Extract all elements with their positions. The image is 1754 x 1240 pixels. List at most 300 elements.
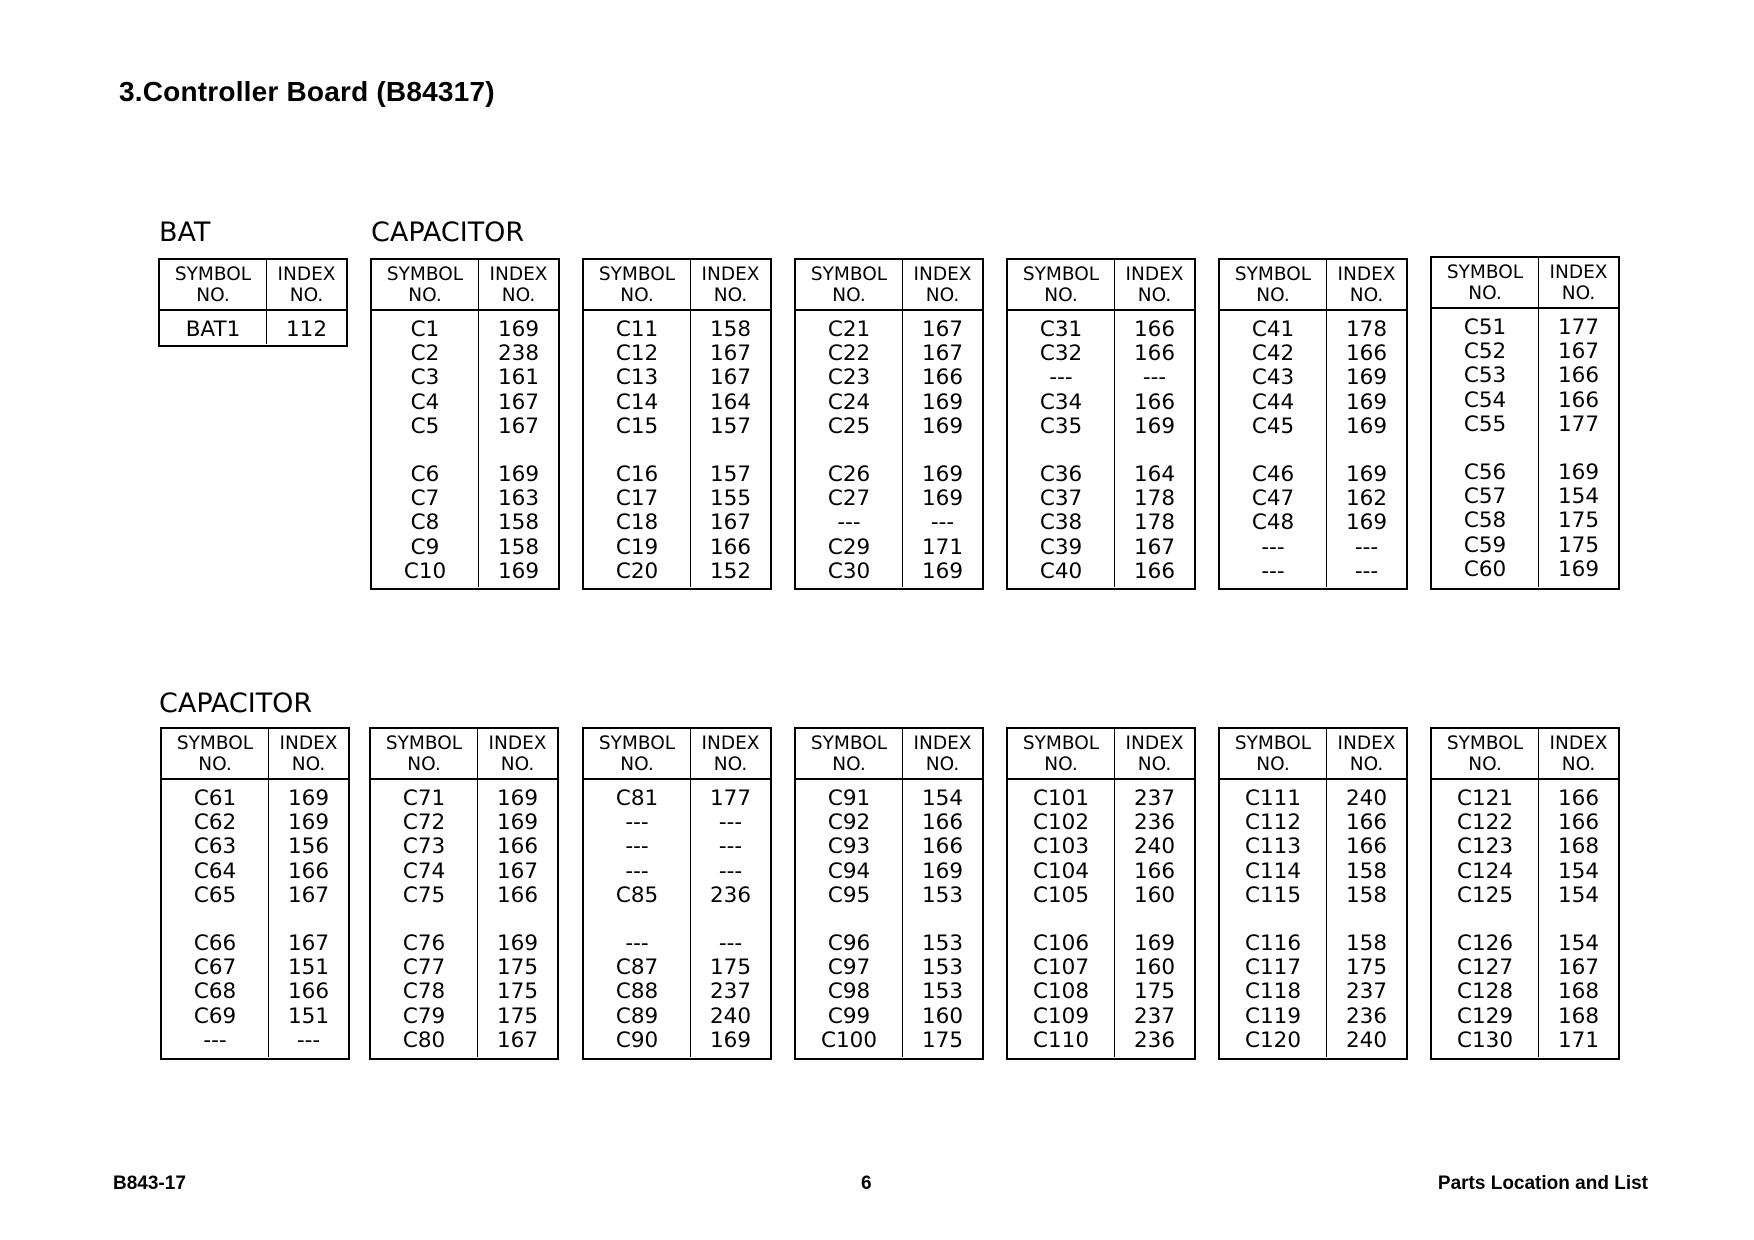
index-column: [478, 780, 557, 1057]
parts-table-capacitor: [1218, 727, 1408, 1060]
symbol-cell: C24: [827, 389, 871, 415]
symbol-cell: C76: [402, 930, 446, 956]
symbol-cell: C17: [615, 486, 659, 512]
index-cell: 238: [497, 341, 540, 367]
symbol-cell: C58: [1463, 508, 1507, 534]
index-cell: 169: [497, 317, 540, 342]
table-header: [584, 260, 770, 311]
symbol-cell: C120: [1244, 1027, 1302, 1053]
index-cell: 167: [496, 858, 539, 884]
index-column: [903, 780, 982, 1057]
index-cell: 153: [921, 979, 964, 1005]
index-cell: 157: [709, 413, 752, 439]
symbol-cell: C8: [410, 510, 440, 536]
index-cell: 167: [709, 341, 752, 367]
symbol-cell: C35: [1039, 413, 1083, 439]
index-cell: 154: [1557, 930, 1600, 956]
index-cell: 167: [287, 930, 330, 956]
symbol-cell: C10: [403, 558, 447, 584]
index-cell: 163: [497, 486, 540, 512]
symbol-cell: C111: [1244, 786, 1302, 811]
index-cell: 236: [1133, 810, 1176, 836]
index-cell: ---: [718, 834, 743, 860]
symbol-cell: C106: [1032, 930, 1090, 956]
header-index-no: INDEX NO.: [1337, 264, 1396, 306]
index-cell: 167: [921, 341, 964, 367]
index-cell: 175: [496, 955, 539, 981]
symbol-column: [372, 311, 479, 587]
symbol-cell: C116: [1244, 930, 1302, 956]
index-cell: 237: [1345, 979, 1388, 1005]
symbol-cell: C16: [615, 461, 659, 487]
symbol-cell: C30: [827, 558, 871, 584]
symbol-cell: C22: [827, 341, 871, 367]
index-cell: 169: [496, 930, 539, 956]
symbol-cell: C51: [1463, 315, 1507, 340]
table-header: [1220, 729, 1406, 780]
parts-table-capacitor: [794, 258, 984, 590]
symbol-cell: C69: [193, 1003, 237, 1029]
index-cell: 166: [1557, 810, 1600, 836]
symbol-cell: C26: [827, 461, 871, 487]
symbol-cell: ---: [203, 1027, 227, 1053]
symbol-cell: C27: [827, 486, 871, 512]
index-cell: 169: [921, 558, 964, 584]
symbol-cell: C113: [1244, 834, 1302, 860]
symbol-cell: C87: [615, 955, 659, 981]
index-cell: 167: [921, 317, 964, 342]
symbol-column: [1008, 780, 1115, 1057]
index-cell: 167: [287, 882, 330, 908]
symbol-cell: C41: [1251, 317, 1295, 342]
symbol-cell: C121: [1456, 786, 1514, 811]
header-index-no: INDEX NO.: [913, 733, 972, 775]
index-cell: 169: [921, 389, 964, 415]
index-cell: 166: [1345, 834, 1388, 860]
header-index-no: INDEX NO.: [277, 264, 336, 306]
index-cell: 175: [709, 955, 752, 981]
symbol-cell: C119: [1244, 1003, 1302, 1029]
index-cell: 158: [1345, 882, 1388, 908]
symbol-cell: C108: [1032, 979, 1090, 1005]
symbol-cell: C18: [615, 510, 659, 536]
symbol-cell: ---: [837, 510, 861, 536]
table-header: [160, 260, 346, 311]
symbol-column: [584, 780, 691, 1057]
symbol-cell: C45: [1251, 413, 1295, 439]
index-cell: ---: [718, 930, 743, 956]
header-index-no: INDEX NO.: [1125, 733, 1184, 775]
index-cell: 177: [1557, 315, 1600, 340]
index-cell: 177: [1557, 411, 1600, 437]
index-cell: 169: [1133, 413, 1176, 439]
index-cell: 169: [287, 786, 330, 811]
index-column: [479, 311, 558, 587]
parts-table-bat: [158, 258, 348, 347]
index-cell: 166: [287, 858, 330, 884]
header-symbol-no: SYMBOL NO.: [796, 729, 903, 778]
section-label-bat: BAT: [159, 217, 211, 248]
symbol-cell: C114: [1244, 858, 1302, 884]
symbol-cell: C2: [410, 341, 440, 367]
symbol-cell: C55: [1463, 411, 1507, 437]
index-cell: 153: [921, 955, 964, 981]
index-cell: 236: [1345, 1003, 1388, 1029]
parts-table-capacitor: [160, 727, 350, 1060]
symbol-cell: C117: [1244, 955, 1302, 981]
symbol-cell: C15: [615, 413, 659, 439]
parts-table-capacitor: [370, 258, 560, 590]
index-column: [1327, 311, 1406, 587]
symbol-cell: C129: [1456, 1003, 1514, 1029]
header-symbol-no: SYMBOL NO.: [1220, 729, 1327, 778]
symbol-cell: C118: [1244, 979, 1302, 1005]
index-cell: 237: [1133, 786, 1176, 811]
parts-table-capacitor: [1006, 727, 1196, 1060]
index-cell: 166: [709, 534, 752, 560]
symbol-cell: C53: [1463, 363, 1507, 389]
symbol-cell: C123: [1456, 834, 1514, 860]
header-index-no: INDEX NO.: [1125, 264, 1184, 306]
index-cell: 175: [1345, 955, 1388, 981]
symbol-cell: C23: [827, 365, 871, 391]
symbol-cell: C42: [1251, 341, 1295, 367]
symbol-cell: C125: [1456, 882, 1514, 908]
table-header: [1432, 258, 1618, 309]
index-cell: 166: [921, 365, 964, 391]
index-cell: 151: [287, 955, 330, 981]
index-cell: 166: [1345, 810, 1388, 836]
symbol-cell: C56: [1463, 459, 1507, 485]
symbol-cell: C34: [1039, 389, 1083, 415]
index-cell: 169: [287, 810, 330, 836]
table-header: [584, 729, 770, 780]
symbol-cell: C9: [410, 534, 440, 560]
index-cell: 166: [496, 882, 539, 908]
symbol-column: [796, 780, 903, 1057]
symbol-cell: C109: [1032, 1003, 1090, 1029]
index-cell: 236: [1133, 1027, 1176, 1053]
symbol-cell: C7: [410, 486, 440, 512]
index-cell: 169: [496, 810, 539, 836]
symbol-cell: C44: [1251, 389, 1295, 415]
header-symbol-no: SYMBOL NO.: [584, 729, 691, 778]
index-cell: 169: [1345, 365, 1388, 391]
index-cell: 178: [1345, 317, 1388, 342]
symbol-cell: C38: [1039, 510, 1083, 536]
index-cell: 158: [497, 510, 540, 536]
header-index-no: INDEX NO.: [1549, 733, 1608, 775]
symbol-cell: C62: [193, 810, 237, 836]
index-cell: 169: [709, 1027, 752, 1053]
symbol-cell: ---: [1049, 365, 1073, 391]
index-cell: 169: [921, 461, 964, 487]
index-cell: 112: [285, 317, 328, 342]
index-cell: 158: [709, 317, 752, 342]
symbol-cell: C72: [402, 810, 446, 836]
index-column: [1115, 311, 1194, 587]
symbol-cell: BAT1: [185, 317, 241, 342]
index-cell: 169: [1345, 510, 1388, 536]
symbol-cell: C75: [402, 882, 446, 908]
index-cell: 166: [1557, 786, 1600, 811]
header-symbol-no: SYMBOL NO.: [162, 729, 269, 778]
symbol-cell: C80: [402, 1027, 446, 1053]
index-cell: 167: [496, 1027, 539, 1053]
header-symbol-no: SYMBOL NO.: [372, 260, 479, 309]
table-header: [796, 729, 982, 780]
index-cell: 160: [921, 1003, 964, 1029]
header-symbol-no: SYMBOL NO.: [1008, 260, 1115, 309]
symbol-cell: C5: [410, 413, 440, 439]
symbol-cell: C88: [615, 979, 659, 1005]
index-cell: 167: [1557, 339, 1600, 365]
symbol-column: [160, 311, 267, 344]
symbol-column: [1220, 780, 1327, 1057]
index-cell: 177: [709, 786, 752, 811]
header-symbol-no: SYMBOL NO.: [796, 260, 903, 309]
symbol-cell: C128: [1456, 979, 1514, 1005]
symbol-cell: C57: [1463, 484, 1507, 510]
symbol-cell: C36: [1039, 461, 1083, 487]
index-cell: 175: [496, 1003, 539, 1029]
symbol-cell: C4: [410, 389, 440, 415]
index-cell: 175: [1557, 532, 1600, 558]
index-cell: 154: [1557, 484, 1600, 510]
symbol-cell: C112: [1244, 810, 1302, 836]
symbol-cell: C78: [402, 979, 446, 1005]
footer-doc-code: B843-17: [113, 1173, 186, 1194]
parts-table-capacitor: [1218, 258, 1408, 590]
index-cell: 175: [1133, 979, 1176, 1005]
symbol-cell: C73: [402, 834, 446, 860]
symbol-cell: C89: [615, 1003, 659, 1029]
index-cell: ---: [296, 1027, 321, 1053]
symbol-cell: C20: [615, 558, 659, 584]
index-cell: 166: [1345, 341, 1388, 367]
symbol-cell: C124: [1456, 858, 1514, 884]
index-cell: 153: [921, 930, 964, 956]
index-cell: 167: [1557, 955, 1600, 981]
symbol-cell: C63: [193, 834, 237, 860]
index-cell: 169: [496, 786, 539, 811]
parts-table-capacitor: [582, 258, 772, 590]
index-cell: 169: [1557, 459, 1600, 485]
symbol-cell: C115: [1244, 882, 1302, 908]
symbol-cell: ---: [625, 930, 649, 956]
symbol-cell: C71: [402, 786, 446, 811]
index-column: [269, 780, 348, 1057]
index-cell: 164: [1133, 461, 1176, 487]
index-cell: 169: [1345, 389, 1388, 415]
symbol-cell: C13: [615, 365, 659, 391]
index-cell: 166: [496, 834, 539, 860]
symbol-cell: C64: [193, 858, 237, 884]
index-cell: 168: [1557, 979, 1600, 1005]
symbol-cell: C14: [615, 389, 659, 415]
index-cell: 158: [1345, 930, 1388, 956]
index-cell: 236: [709, 882, 752, 908]
symbol-cell: C91: [827, 786, 871, 811]
symbol-cell: C104: [1032, 858, 1090, 884]
index-column: [267, 311, 346, 344]
symbol-cell: ---: [625, 858, 649, 884]
parts-table-capacitor: [1006, 258, 1196, 590]
symbol-cell: C65: [193, 882, 237, 908]
index-column: [691, 311, 770, 587]
header-symbol-no: SYMBOL NO.: [1220, 260, 1327, 309]
symbol-cell: ---: [1261, 558, 1285, 584]
header-symbol-no: SYMBOL NO.: [584, 260, 691, 309]
symbol-cell: C67: [193, 955, 237, 981]
index-cell: 240: [1345, 786, 1388, 811]
symbol-cell: C66: [193, 930, 237, 956]
index-cell: ---: [1354, 558, 1379, 584]
symbol-cell: C6: [410, 461, 440, 487]
parts-table-capacitor: [369, 727, 559, 1060]
index-cell: 154: [921, 786, 964, 811]
index-cell: 166: [921, 834, 964, 860]
index-cell: ---: [718, 858, 743, 884]
symbol-cell: C95: [827, 882, 871, 908]
parts-table-capacitor: [1430, 256, 1620, 590]
footer-page-number: 6: [861, 1173, 872, 1194]
index-cell: 169: [1557, 556, 1600, 582]
symbol-cell: C21: [827, 317, 871, 342]
section-label-capacitor-bottom: CAPACITOR: [159, 688, 313, 719]
symbol-cell: C110: [1032, 1027, 1090, 1053]
index-cell: 158: [1345, 858, 1388, 884]
index-cell: 178: [1133, 510, 1176, 536]
index-cell: ---: [1142, 365, 1167, 391]
symbol-cell: C90: [615, 1027, 659, 1053]
symbol-cell: C122: [1456, 810, 1514, 836]
table-header: [796, 260, 982, 311]
symbol-cell: C29: [827, 534, 871, 560]
symbol-cell: C48: [1251, 510, 1295, 536]
symbol-column: [1432, 780, 1539, 1057]
symbol-cell: C46: [1251, 461, 1295, 487]
symbol-cell: C12: [615, 341, 659, 367]
index-cell: 154: [1557, 882, 1600, 908]
index-cell: 167: [709, 510, 752, 536]
index-cell: 240: [1345, 1027, 1388, 1053]
symbol-cell: C98: [827, 979, 871, 1005]
index-cell: 166: [1133, 858, 1176, 884]
header-index-no: INDEX NO.: [913, 264, 972, 306]
index-cell: 166: [287, 979, 330, 1005]
index-cell: 169: [921, 486, 964, 512]
index-cell: ---: [1354, 534, 1379, 560]
header-index-no: INDEX NO.: [489, 264, 548, 306]
index-cell: 158: [497, 534, 540, 560]
symbol-cell: C99: [827, 1003, 871, 1029]
index-cell: 171: [1557, 1027, 1600, 1053]
index-cell: 153: [921, 882, 964, 908]
index-cell: 168: [1557, 834, 1600, 860]
symbol-cell: C19: [615, 534, 659, 560]
index-cell: 240: [1133, 834, 1176, 860]
symbol-cell: C126: [1456, 930, 1514, 956]
symbol-cell: C97: [827, 955, 871, 981]
index-cell: 151: [287, 1003, 330, 1029]
header-index-no: INDEX NO.: [701, 733, 760, 775]
index-cell: 169: [497, 558, 540, 584]
symbol-cell: C107: [1032, 955, 1090, 981]
symbol-cell: C47: [1251, 486, 1295, 512]
symbol-column: [796, 311, 903, 587]
symbol-cell: C79: [402, 1003, 446, 1029]
symbol-cell: C96: [827, 930, 871, 956]
index-cell: 164: [709, 389, 752, 415]
index-cell: 161: [497, 365, 540, 391]
index-cell: 166: [1557, 387, 1600, 413]
symbol-cell: C39: [1039, 534, 1083, 560]
symbol-cell: C100: [820, 1027, 878, 1053]
parts-table-capacitor: [794, 727, 984, 1060]
symbol-cell: C85: [615, 882, 659, 908]
index-column: [903, 311, 982, 587]
index-cell: 166: [1133, 317, 1176, 342]
symbol-cell: C52: [1463, 339, 1507, 365]
symbol-cell: C74: [402, 858, 446, 884]
index-cell: 166: [1557, 363, 1600, 389]
index-column: [1539, 309, 1618, 587]
symbol-cell: C103: [1032, 834, 1090, 860]
header-symbol-no: SYMBOL NO.: [1432, 258, 1539, 307]
symbol-cell: C81: [615, 786, 659, 811]
symbol-cell: C40: [1039, 558, 1083, 584]
symbol-column: [584, 311, 691, 587]
table-header: [1008, 260, 1194, 311]
section-label-capacitor-top: CAPACITOR: [371, 217, 525, 248]
symbol-cell: C101: [1032, 786, 1090, 811]
index-cell: 175: [1557, 508, 1600, 534]
page-title: 3.Controller Board (B84317): [119, 76, 495, 107]
index-cell: 160: [1133, 955, 1176, 981]
header-symbol-no: SYMBOL NO.: [1432, 729, 1539, 778]
index-cell: 162: [1345, 486, 1388, 512]
index-cell: 166: [1133, 341, 1176, 367]
header-index-no: INDEX NO.: [488, 733, 547, 775]
symbol-cell: C130: [1456, 1027, 1514, 1053]
table-header: [1432, 729, 1618, 780]
index-cell: 160: [1133, 882, 1176, 908]
symbol-cell: C11: [615, 317, 659, 342]
index-cell: 167: [1133, 534, 1176, 560]
symbol-column: [371, 780, 478, 1057]
symbol-column: [1220, 311, 1327, 587]
header-index-no: INDEX NO.: [279, 733, 338, 775]
symbol-cell: C68: [193, 979, 237, 1005]
index-cell: 237: [709, 979, 752, 1005]
symbol-cell: ---: [625, 810, 649, 836]
symbol-cell: C61: [193, 786, 237, 811]
index-cell: 166: [1133, 389, 1176, 415]
header-index-no: INDEX NO.: [701, 264, 760, 306]
table-header: [1220, 260, 1406, 311]
index-cell: 240: [709, 1003, 752, 1029]
index-column: [1115, 780, 1194, 1057]
symbol-cell: C54: [1463, 387, 1507, 413]
index-cell: ---: [718, 810, 743, 836]
symbol-cell: ---: [625, 834, 649, 860]
symbol-cell: C127: [1456, 955, 1514, 981]
index-column: [1539, 780, 1618, 1057]
parts-table-capacitor: [582, 727, 772, 1060]
symbol-cell: C59: [1463, 532, 1507, 558]
header-index-no: INDEX NO.: [1337, 733, 1396, 775]
